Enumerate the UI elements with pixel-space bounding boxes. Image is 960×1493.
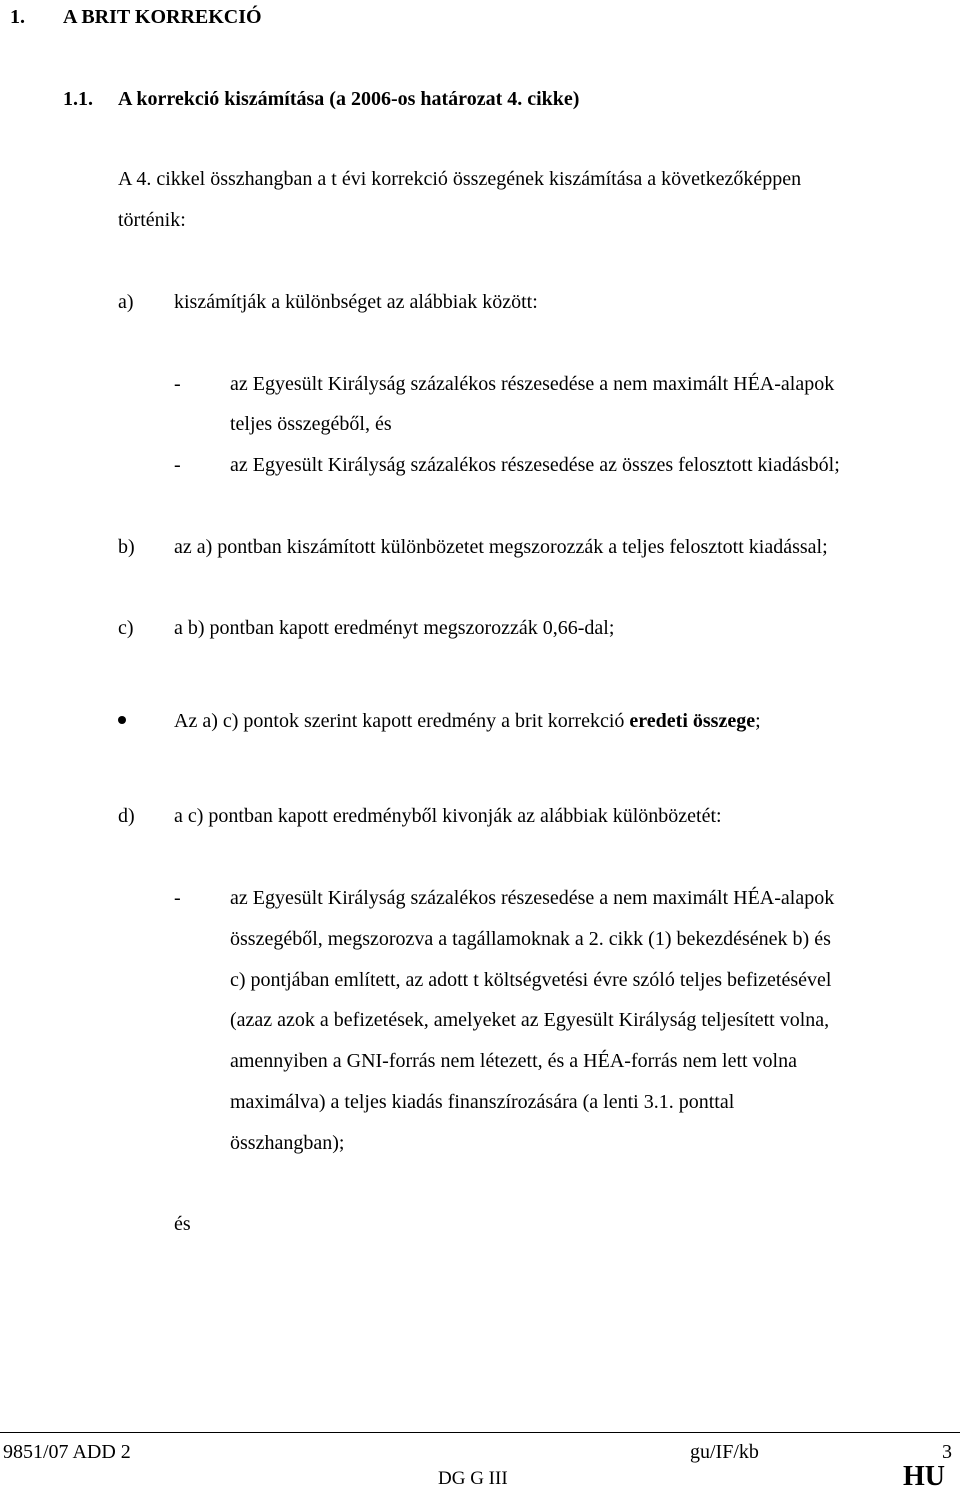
heading-1-title: A BRIT KORREKCIÓ	[63, 6, 262, 28]
heading-1-number: 1.	[10, 6, 25, 28]
footer-divider	[0, 1432, 960, 1433]
es-conjunction: és	[174, 1213, 191, 1235]
item-a-sub1-line-2: teljes összegéből, és	[230, 413, 392, 435]
item-a-sub1-line-1: az Egyesült Királyság százalékos részesedése a nem maximált HÉA-alapok	[230, 373, 835, 395]
intro-line-1: A 4. cikkel összhangban a t évi korrekció összegének kiszámítása a következőképpen	[118, 168, 802, 190]
item-d-sub-line: összhangban);	[230, 1132, 345, 1154]
item-d-sub-line: az Egyesült Királyság százalékos részesedése a nem maximált HÉA-alapok	[230, 887, 835, 909]
footer-language-code: HU	[903, 1461, 945, 1492]
item-a-text: kiszámítják a különbséget az alábbiak között:	[174, 291, 538, 313]
bullet-text-after: ;	[755, 710, 761, 732]
footer-dg: DG G III	[438, 1468, 508, 1489]
item-d-sub-dash: -	[174, 887, 181, 909]
heading-2-number: 1.1.	[63, 88, 93, 110]
item-d-label: d)	[118, 805, 135, 827]
item-c-label: c)	[118, 617, 134, 639]
item-d-sub-line: (azaz azok a befizetések, amelyeket az Egyesült Királyság teljesített volna,	[230, 1009, 830, 1031]
item-a-label: a)	[118, 291, 134, 313]
heading-2-title: A korrekció kiszámítása (a 2006-os határozat 4. cikke)	[118, 88, 580, 110]
bullet-icon	[118, 716, 126, 724]
item-d-sub-line: maximálva) a teljes kiadás finanszírozására (a lenti 3.1. ponttal	[230, 1091, 735, 1113]
footer-page-number: 3	[942, 1441, 952, 1463]
item-b-text: az a) pontban kiszámított különbözetet megszorozzák a teljes felosztott kiadással;	[174, 536, 828, 558]
item-d-text: a c) pontban kapott eredményből kivonják az alábbiak különbözetét:	[174, 805, 722, 827]
item-d-sub-line: amennyiben a GNI-forrás nem létezett, és a HÉA-forrás nem lett volna	[230, 1050, 797, 1072]
bullet-text-before: Az a) c) pontok szerint kapott eredmény a brit korrekció	[174, 710, 630, 732]
item-a-sub2-line-1: az Egyesült Királyság százalékos részesedése az összes felosztott kiadásból;	[230, 454, 840, 476]
item-b-label: b)	[118, 536, 135, 558]
item-a-sub1-dash: -	[174, 373, 181, 395]
item-a-sub2-dash: -	[174, 454, 181, 476]
footer-initials: gu/IF/kb	[690, 1441, 759, 1463]
item-d-sub-line: c) pontjában említett, az adott t költségvetési évre szóló teljes befizetésével	[230, 969, 832, 991]
item-d-sub-line: összegéből, megszorozva a tagállamoknak a 2. cikk (1) bekezdésének b) és	[230, 928, 831, 950]
footer-doc-ref: 9851/07 ADD 2	[3, 1441, 131, 1463]
intro-line-2: történik:	[118, 209, 186, 231]
bullet-text-bold: eredeti összege	[629, 710, 756, 732]
item-c-text: a b) pontban kapott eredményt megszorozzák 0,66-dal;	[174, 617, 615, 639]
bullet-item-text	[174, 709, 761, 733]
